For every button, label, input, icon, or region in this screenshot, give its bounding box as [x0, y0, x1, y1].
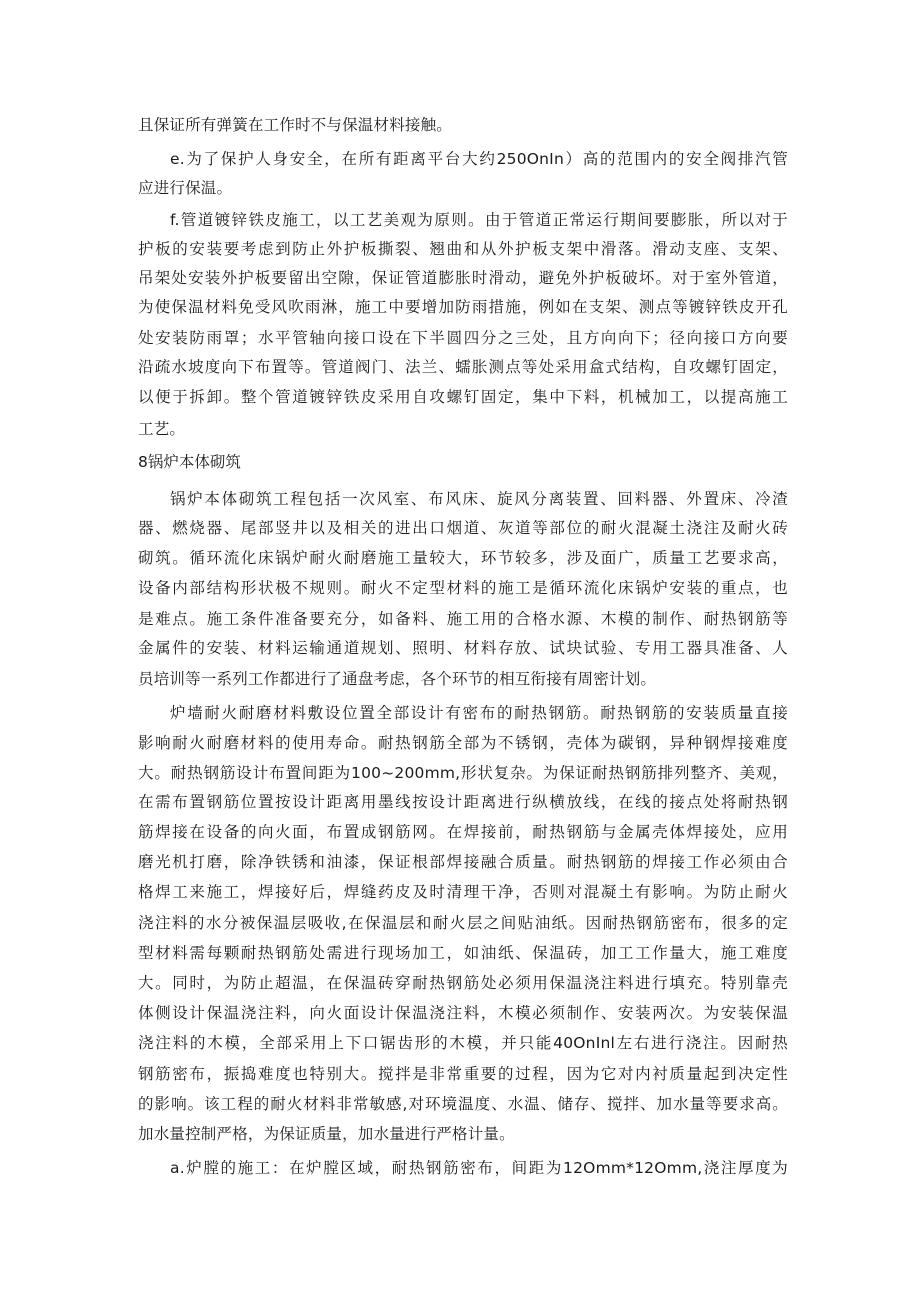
text-line: 以便于拆卸。整个管道镀锌铁皮采用自攻螺钉固定，集中下料，机械加工，以提高施工 — [138, 388, 788, 406]
section-heading: 8锅炉本体砌筑 — [138, 453, 241, 471]
text-line: 浇注料的水分被保温层吸收,在保温层和耐火层之间贴油纸。因耐热钢筋密布，很多的定 — [138, 914, 788, 932]
text-line: 钢筋密布，振捣难度也特别大。搅拌是非常重要的过程，因为它对内衬质量起到决定性 — [138, 1065, 788, 1083]
text-line: 工艺。 — [138, 420, 186, 438]
text-line: 体侧设计保温浇注料，向火面设计保温浇注料，木模必须制作、安装两次。为安装保温 — [138, 1004, 788, 1022]
text-line: f.管道镀锌铁皮施工，以工艺美观为原则。由于管道正常运行期间要膨胀，所以对于 — [170, 211, 788, 229]
text-line: 磨光机打磨，除净铁锈和油漆，保证根部焊接融合质量。耐热钢筋的焊接工作必须由合 — [138, 853, 788, 871]
text-line: 且保证所有弹簧在工作时不与保温材料接触。 — [138, 116, 453, 134]
text-line: 员培训等一系列工作都进行了通盘考虑，各个环节的相互衔接有周密计划。 — [138, 670, 657, 688]
text-line: 器、燃烧器、尾部竖井以及相关的进出口烟道、灰道等部位的耐火混凝土浇注及耐火砖 — [138, 519, 788, 537]
text-line: 大。同时，为防止超温，在保温砖穿耐热钢筋处必须用保温浇注料进行填充。特别靠壳 — [138, 974, 788, 992]
text-line: 浇注料的木模，全部采用上下口锯齿形的木模，并只能40OnInl左右进行浇注。因耐热 — [138, 1034, 788, 1052]
text-line: 锅炉本体砌筑工程包括一次风室、布风床、旋风分离装置、回料器、外置床、冷渣 — [170, 490, 788, 508]
text-line: e.为了保护人身安全，在所有距离平台大约250OnIn）高的范围内的安全阀排汽管 — [170, 150, 788, 168]
text-line: 沿疏水坡度向下布置等。管道阀门、法兰、蠕胀测点等处采用盒式结构，自攻螺钉固定， — [138, 358, 788, 376]
text-line: 格焊工来施工，焊接好后，焊缝药皮及时清理干净，否则对混凝土有影响。为防止耐火 — [138, 883, 788, 901]
text-line: 筋焊接在设备的向火面，布置成钢筋网。在焊接前，耐热钢筋与金属壳体焊接处，应用 — [138, 823, 788, 841]
text-line: 影响耐火耐磨材料的使用寿命。耐热钢筋全部为不锈钢，壳体为碳钢，异种钢焊接难度 — [138, 734, 788, 752]
text-line: 加水量控制严格，为保证质量，加水量进行严格计量。 — [138, 1125, 515, 1143]
text-line: 是难点。施工条件准备要充分，如备料、施工用的合格水源、木模的制作、耐热钢筋等 — [138, 610, 788, 628]
text-line: 的影响。该工程的耐火材料非常敏感,对环境温度、水温、储存、搅拌、加水量等要求高。 — [138, 1095, 788, 1113]
text-line: 型材料需每颗耐热钢筋处需进行现场加工，如油纸、保温砖，加工工作量大，施工难度 — [138, 944, 788, 962]
text-line: 在需布置钢筋位置按设计距离用墨线按设计距离进行纵横放线，在线的接点处将耐热钢 — [138, 793, 788, 811]
text-line: 护板的安装要考虑到防止外护板撕裂、翘曲和从外护板支架中滑落。滑动支座、支架、 — [138, 240, 788, 258]
text-line: 大。耐热钢筋设计布置间距为100~200mm,形状复杂。为保证耐热钢筋排列整齐、美观， — [138, 764, 788, 782]
text-line: 砌筑。循环流化床锅炉耐火耐磨施工量较大，环节较多，涉及面广，质量工艺要求高， — [138, 549, 788, 567]
text-line: 金属件的安装、材料运输通道规划、照明、材料存放、试块试验、专用工器具准备、人 — [138, 639, 788, 657]
text-line: 设备内部结构形状极不规则。耐火不定型材料的施工是循环流化床锅炉安装的重点，也 — [138, 579, 788, 597]
text-line: 应进行保温。 — [138, 179, 233, 197]
text-line: a.炉膛的施工：在炉膛区域，耐热钢筋密布，间距为12Omm*12Omm,浇注厚度为 — [170, 1159, 788, 1177]
text-line: 吊架处安装外护板要留出空隙，保证管道膨胀时滑动，避免外护板破坏。对于室外管道， — [138, 269, 788, 287]
text-line: 为使保温材料免受风吹雨淋，施工中要增加防雨措施，例如在支架、测点等镀锌铁皮开孔 — [138, 298, 788, 316]
text-line: 炉墙耐火耐磨材料敷设位置全部设计有密布的耐热钢筋。耐热钢筋的安装质量直接 — [170, 704, 788, 722]
text-line: 处安装防雨罩；水平管轴向接口设在下半圆四分之三处，且方向向下；径向接口方向要 — [138, 329, 788, 347]
